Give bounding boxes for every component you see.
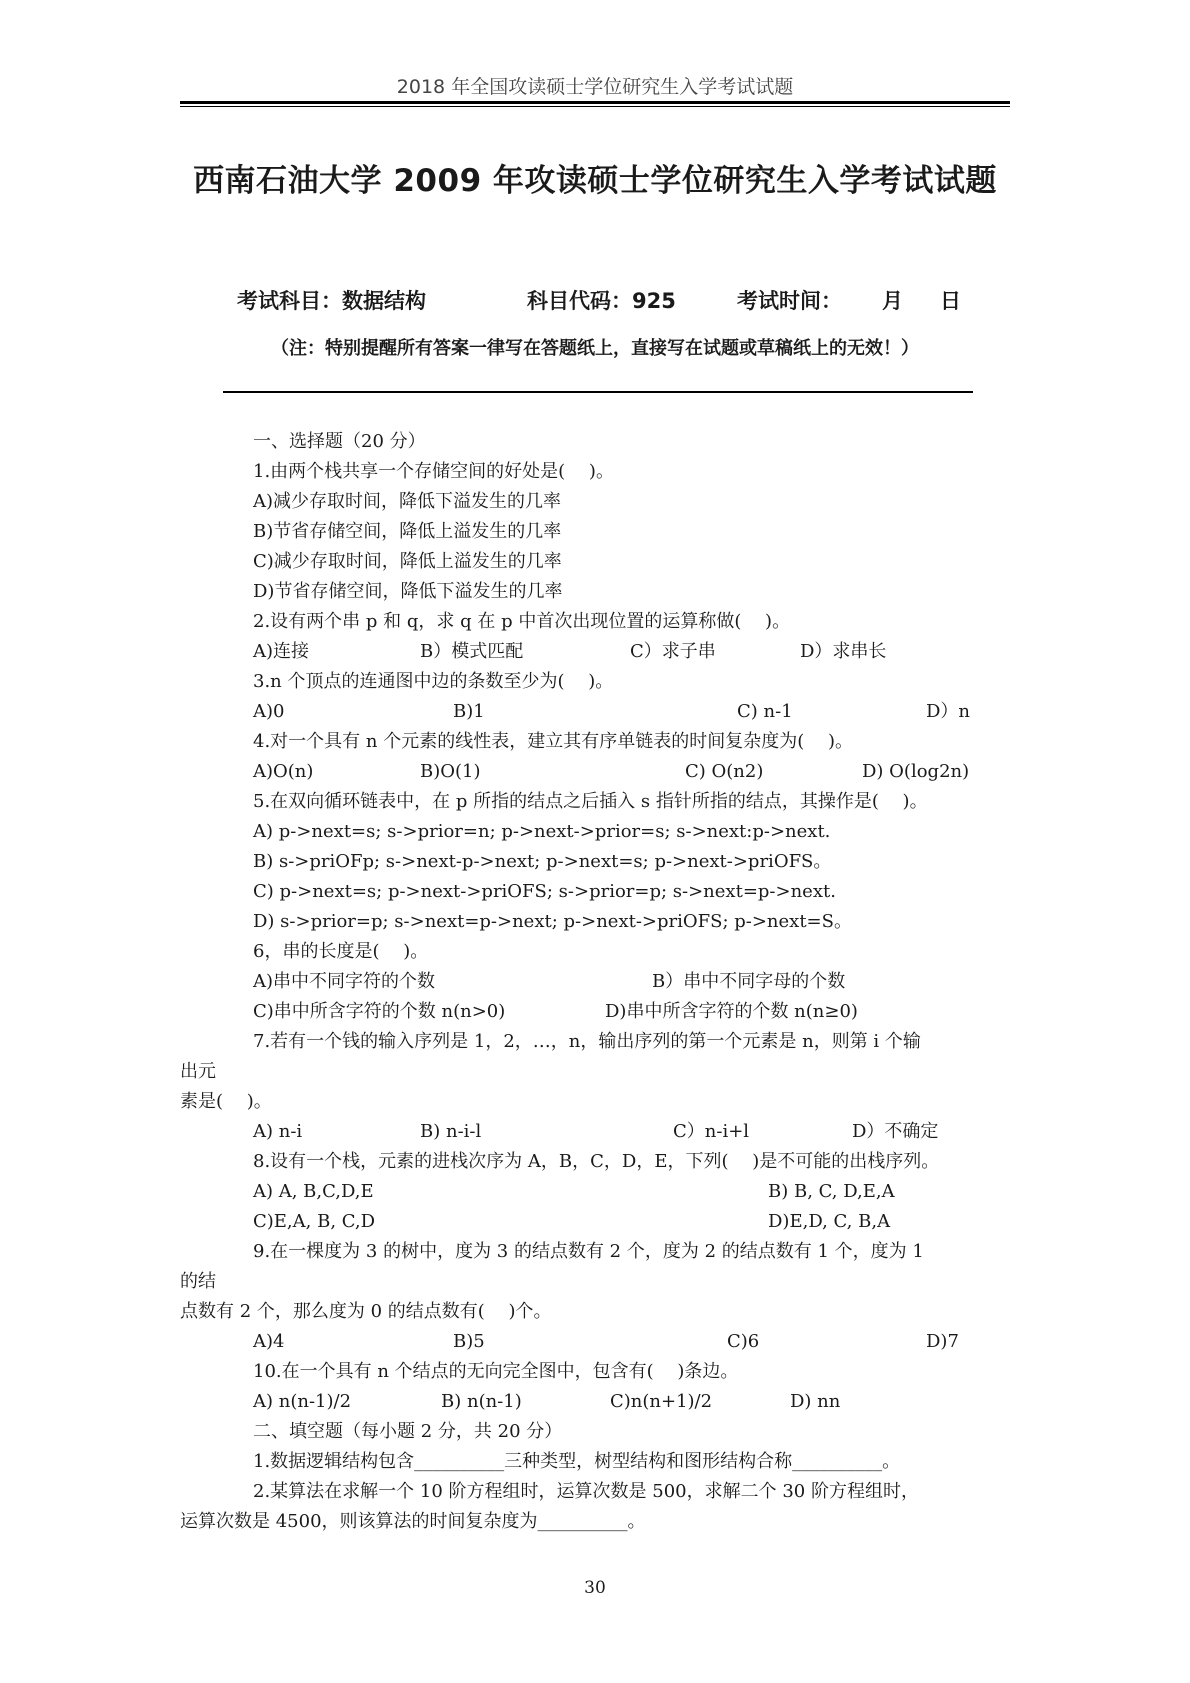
q7-option-b: B) n-i-l (420, 1121, 482, 1142)
q10-option-b: B) n(n-1) (441, 1391, 522, 1412)
fill-question-2-line-2: 运算次数是 4500，则该算法的时间复杂度为__________。 (180, 1511, 646, 1532)
question-7-line-2: 出元 (180, 1061, 216, 1082)
q7-option-a: A) n-i (253, 1121, 303, 1142)
exam-code: 科目代码：925 (527, 289, 676, 313)
q3-option-c: C) n-1 (737, 701, 793, 722)
fill-question-1: 1.数据逻辑结构包含__________三种类型，树型结构和图形结构合称__________。 (253, 1451, 901, 1472)
q8-option-c: C)E,A, B, C,D (253, 1211, 376, 1232)
exam-day: 日 (940, 289, 961, 313)
question-9-line-1: 9.在一棵度为 3 的树中，度为 3 的结点数有 2 个，度为 2 的结点数有 1 个，度为 1 (253, 1241, 924, 1262)
q9-option-b: B)5 (453, 1331, 485, 1352)
question-3: 3.n 个顶点的连通图中边的条数至少为( )。 (253, 671, 614, 692)
section2-heading: 二、填空题（每小题 2 分，共 20 分） (253, 1421, 563, 1442)
q3-option-a: A)0 (253, 701, 285, 722)
section1-heading: 一、选择题（20 分） (253, 431, 426, 452)
q5-option-a: A) p->next=s; s->prior=n; p->next->prior=s; s->next:p->next. (253, 821, 831, 842)
q8-option-d: D)E,D, C, B,A (768, 1211, 891, 1232)
running-header: 2018 年全国攻读硕士学位研究生入学考试试题 (396, 76, 794, 98)
q9-option-c: C)6 (727, 1331, 760, 1352)
question-8: 8.设有一个栈，元素的进栈次序为 A，B，C，D，E，下列( )是不可能的出栈序列。 (253, 1151, 940, 1172)
question-9-line-2: 的结 (180, 1271, 216, 1292)
q5-option-d: D) s->prior=p; s->next=p->next; p->next->priOFS; p->next=S。 (253, 911, 852, 932)
header-rule-thick (180, 101, 1010, 104)
q7-option-d: D）不确定 (852, 1121, 939, 1142)
question-7-line-1: 7.若有一个钱的输入序列是 1，2，…，n，输出序列的第一个元素是 n，则第 i 个输 (253, 1031, 921, 1052)
page-number: 30 (584, 1578, 606, 1598)
q4-option-d: D) O(log2n) (862, 761, 970, 782)
q4-option-a: A)O(n) (253, 761, 314, 782)
header-rule-thin (180, 106, 1010, 107)
q6-option-d: D)串中所含字符的个数 n(n≥0) (605, 1001, 858, 1022)
exam-month: 月 (882, 289, 903, 313)
q9-option-a: A)4 (253, 1331, 285, 1352)
question-7-line-3: 素是( )。 (180, 1091, 272, 1112)
question-10: 10.在一个具有 n 个结点的无向完全图中，包含有( )条边。 (253, 1361, 739, 1382)
exam-title: 西南石油大学 2009 年攻读硕士学位研究生入学考试试题 (193, 163, 997, 199)
q6-option-c: C)串中所含字符的个数 n(n>0) (253, 1001, 506, 1022)
exam-subject: 考试科目：数据结构 (237, 289, 426, 313)
fill-question-2-line-1: 2.某算法在求解一个 10 阶方程组时，运算次数是 500，求解二个 30 阶方程组时， (253, 1481, 919, 1502)
exam-info-row (237, 285, 961, 315)
q8-option-b: B) B, C, D,E,A (768, 1181, 895, 1202)
q4-option-b: B)O(1) (420, 761, 481, 782)
q3-option-b: B)1 (453, 701, 485, 722)
q2-option-a: A)连接 (253, 641, 310, 662)
q1-option-c: C)减少存取时间，降低上溢发生的几率 (253, 551, 562, 572)
q3-option-d: D）n (926, 701, 971, 722)
q1-option-a: A)减少存取时间，降低下溢发生的几率 (253, 491, 562, 512)
question-5: 5.在双向循环链表中，在 p 所指的结点之后插入 s 指针所指的结点，其操作是( )。 (253, 791, 928, 812)
q1-option-d: D)节省存储空间，降低下溢发生的几率 (253, 581, 563, 602)
exam-notice: （注：特别提醒所有答案一律写在答题纸上，直接写在试题或草稿纸上的无效！） (271, 338, 919, 359)
q2-option-c: C）求子串 (630, 641, 716, 662)
q10-option-c: C)n(n+1)/2 (610, 1391, 713, 1412)
question-2: 2.设有两个串 p 和 q，求 q 在 p 中首次出现位置的运算称做( )。 (253, 611, 791, 632)
exam-time-label: 考试时间： (737, 289, 842, 313)
q8-option-a: A) A, B,C,D,E (253, 1181, 374, 1202)
q2-option-d: D）求串长 (800, 641, 887, 662)
q9-option-d: D)7 (926, 1331, 959, 1352)
q5-option-b: B) s->priOFp; s->next-p->next; p->next=s; p->next->priOFS。 (253, 851, 832, 872)
question-4: 4.对一个具有 n 个元素的线性表，建立其有序单链表的时间复杂度为( )。 (253, 731, 853, 752)
separator-rule (223, 391, 973, 393)
q4-option-c: C) O(n2) (685, 761, 764, 782)
q1-option-b: B)节省存储空间，降低上溢发生的几率 (253, 521, 562, 542)
q10-option-d: D) nn (790, 1391, 841, 1412)
q2-option-b: B）模式匹配 (420, 641, 524, 662)
question-9-line-3: 点数有 2 个，那么度为 0 的结点数有( )个。 (180, 1301, 552, 1322)
q6-option-a: A)串中不同字符的个数 (253, 971, 436, 992)
q10-option-a: A) n(n-1)/2 (253, 1391, 352, 1412)
q5-option-c: C) p->next=s; p->next->priOFS; s->prior=p; s->next=p->next. (253, 881, 836, 902)
q6-option-b: B）串中不同字母的个数 (652, 971, 846, 992)
question-1: 1.由两个栈共享一个存储空间的好处是( )。 (253, 461, 614, 482)
question-6: 6，串的长度是( )。 (253, 941, 429, 962)
q7-option-c: C）n-i+l (673, 1121, 750, 1142)
